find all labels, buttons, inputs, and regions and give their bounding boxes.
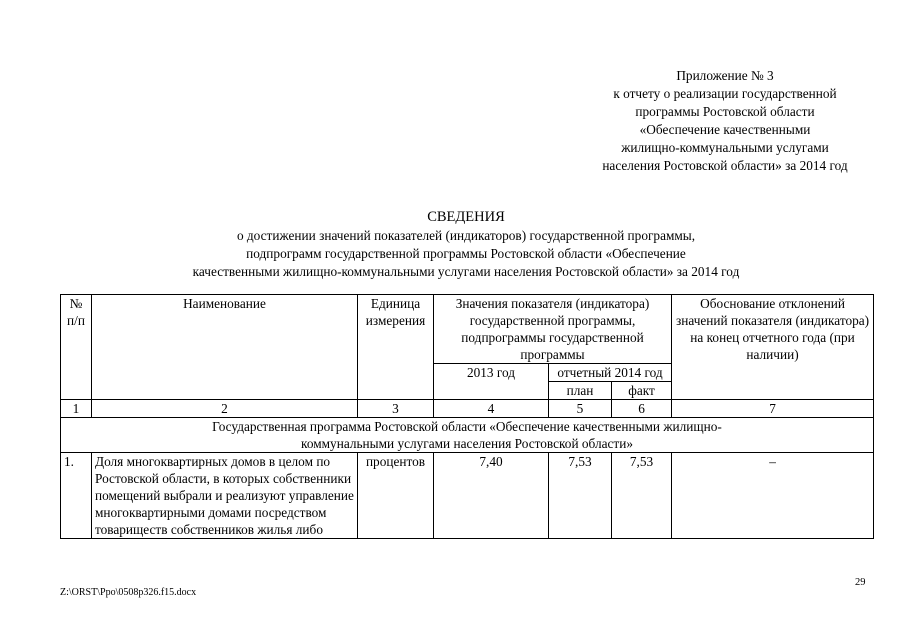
appendix-block	[560, 67, 890, 175]
header-num: № п/п	[61, 295, 92, 400]
column-number: 2	[92, 400, 358, 418]
section-title: Государственная программа Ростовской области «Обеспечение качественными жилищно-коммунальными услугами населения Ростовской области»	[61, 418, 874, 453]
appendix-line: «Обеспечение качественными	[639, 122, 811, 137]
column-number: 7	[672, 400, 874, 418]
row-value-2013: 7,40	[434, 453, 549, 539]
header-year-prev: 2013 год	[434, 364, 549, 400]
row-justification: –	[672, 453, 874, 539]
column-number: 1	[61, 400, 92, 418]
row-fact: 7,53	[612, 453, 672, 539]
column-number-row	[61, 400, 874, 418]
section-row	[61, 418, 874, 453]
header-justification: Обоснование отклонений значений показателя (индикатора) на конец отчетного года (при наличии)	[672, 295, 874, 400]
title-line: подпрограмм государственной программы Ростовской области «Обеспечение	[246, 246, 686, 261]
appendix-line: Приложение № 3	[676, 68, 774, 83]
page-number: 29	[855, 577, 866, 588]
header-year-report: отчетный 2014 год	[549, 364, 672, 382]
appendix-line: программы Ростовской области	[635, 104, 815, 119]
appendix-line: населения Ростовской области» за 2014 год	[602, 158, 848, 173]
header-values: Значения показателя (индикатора) государственной программы, подпрограммы государственной программы	[434, 295, 672, 364]
header-plan: план	[549, 382, 612, 400]
column-number: 6	[612, 400, 672, 418]
title-line: о достижении значений показателей (индикаторов) государственной программы,	[236, 228, 696, 243]
row-plan: 7,53	[549, 453, 612, 539]
file-path: Z:\ORST\Ppo\0508p326.f15.docx	[60, 587, 197, 598]
header-unit: Единица измерения	[358, 295, 434, 400]
row-name: Доля многоквартирных домов в целом по Ростовской области, в которых собственники помещений выбрали и реализуют управление многоквартирными домами посредством товариществ собственников жилья либо	[92, 453, 358, 539]
indicators-table	[60, 294, 874, 539]
header-name: Наименование	[92, 295, 358, 400]
header-row	[61, 295, 874, 364]
column-number: 5	[549, 400, 612, 418]
row-unit: процентов	[358, 453, 434, 539]
appendix-line: к отчету о реализации государственной	[613, 86, 837, 101]
document-title	[60, 208, 872, 281]
column-number: 4	[434, 400, 549, 418]
table-row	[61, 453, 874, 539]
title-line: качественными жилищно-коммунальными услугами населения Ростовской области» за 2014 год	[192, 264, 740, 279]
column-number: 3	[358, 400, 434, 418]
title-heading: СВЕДЕНИЯ	[427, 209, 505, 225]
header-fact: факт	[612, 382, 672, 400]
row-num: 1.	[61, 453, 92, 539]
appendix-line: жилищно-коммунальными услугами	[621, 140, 829, 155]
